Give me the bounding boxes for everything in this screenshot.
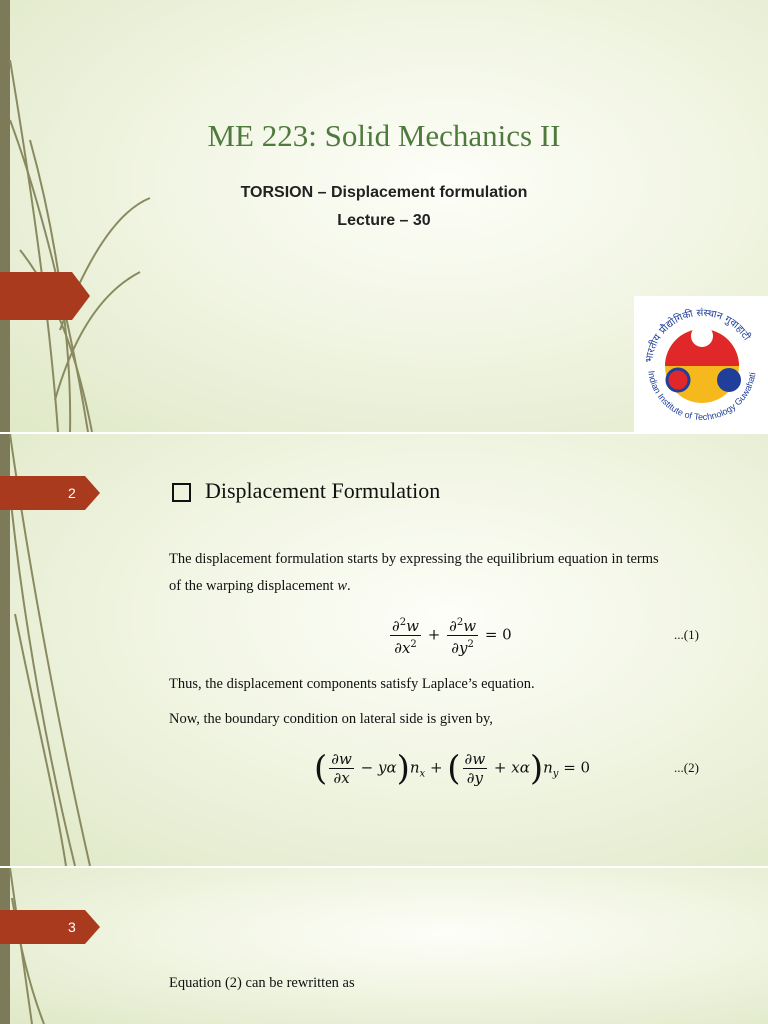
warping-variable: w — [337, 578, 347, 594]
content-slide-2 — [0, 434, 768, 866]
page-banner — [0, 476, 100, 510]
content-slide-3 — [0, 868, 768, 1024]
section-heading — [172, 478, 440, 504]
equation-1-label: ...(1) — [674, 627, 699, 642]
logo-english-text: Indian Institute of Technology Guwahati — [646, 370, 758, 423]
paragraph-1-line-1: The displacement formulation starts by expressing the equilibrium equation in terms — [169, 551, 659, 567]
paragraph-3: Now, the boundary condition on lateral side is given by, — [169, 711, 493, 727]
equation-2: ( $\frac{\partial w}{\partial x}$ − $y\alpha)n_x$ + ( $\frac{\partial w}{\partial y}$ + $x\alpha)n_y = 0$ — [314, 748, 591, 789]
slide-title: ME 223: Solid Mechanics II — [207, 118, 561, 153]
title-banner — [0, 272, 90, 320]
lecture-number: Lecture – 30 — [337, 212, 431, 229]
paragraph-2: Thus, the displacement components satisfy Laplace’s equation. — [169, 676, 535, 692]
heading-text: Displacement Formulation — [205, 478, 441, 503]
slide-subtitle: TORSION – Displacement formulation — [240, 184, 528, 201]
page-number: 3 — [68, 919, 76, 935]
page-number: 2 — [68, 485, 76, 501]
title-slide — [0, 0, 768, 432]
checkbox-bullet-icon — [172, 483, 191, 502]
iitg-logo — [634, 296, 768, 432]
paragraph-1 — [169, 546, 659, 600]
paragraph-1-line-2: of the warping displacement w. — [169, 578, 351, 594]
decorative-stems — [0, 868, 60, 1024]
equation-2-label: ...(2) — [674, 760, 699, 775]
paragraph-1: Equation (2) can be rewritten as — [169, 975, 355, 991]
equation-1: $\frac{\partial^2w}{\partial x^2}$ + $\frac{\partial^2w}{\partial y^2}$ = 0 — [388, 614, 512, 657]
page-banner — [0, 910, 100, 944]
logo-hindi-text: भारतीय प्रौद्योगिकी संस्थान गुवाहाटी — [643, 307, 752, 364]
